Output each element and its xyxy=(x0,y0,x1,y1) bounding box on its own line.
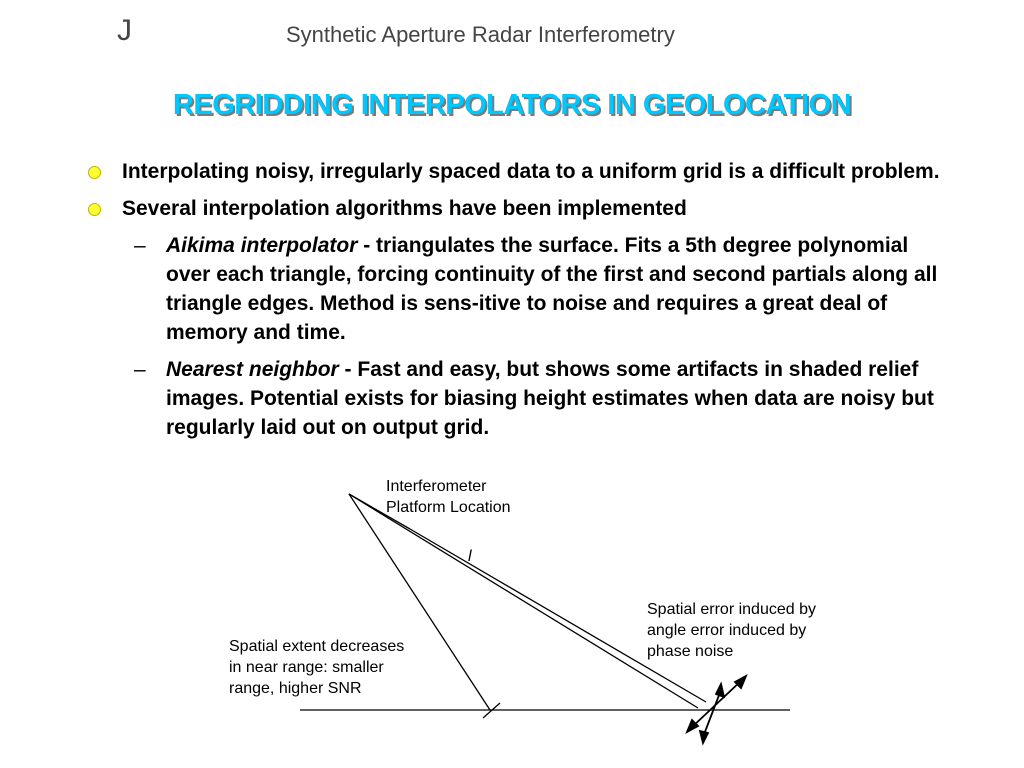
baseline-label: l xyxy=(468,548,472,565)
arrowhead-icon xyxy=(716,684,724,697)
bullet-text: Several interpolation algorithms have been implemented xyxy=(122,197,687,220)
far-range-label-line: phase noise xyxy=(647,643,734,660)
near-range-label-line: in near range: smaller xyxy=(229,659,384,676)
near-range-label xyxy=(229,636,404,699)
sub-bullet-text: - triangulates the surface. Fits a 5th degree polynomial over each triangle, forcing continuity of the first and second partials along all triangle edges. Method is sens-itive to noise and requires a great deal of memory and time. xyxy=(166,234,938,344)
far-range-label-line: Spatial error induced by xyxy=(647,601,816,618)
dash-icon: – xyxy=(134,234,146,257)
header-title: Synthetic Aperture Radar Interferometry xyxy=(286,22,675,47)
platform-label-line: Interferometer xyxy=(386,478,487,495)
far-range-label-line: angle error induced by xyxy=(647,622,807,639)
near-range-label-line: Spatial extent decreases xyxy=(229,638,405,655)
near-range-label-line: range, higher SNR xyxy=(229,680,362,697)
error-arrow-2 xyxy=(691,680,742,728)
dash-icon: – xyxy=(134,358,146,381)
sub-bullet-text: - Fast and easy, but shows some artifacts in shaded relief images. Potential exists for biasing height estimates when data are noisy but regularly laid out on output grid. xyxy=(166,358,934,439)
logo: J xyxy=(117,14,132,47)
platform-label-line: Platform Location xyxy=(386,499,511,516)
bullet-text: Interpolating noisy, irregularly spaced data to a uniform grid is a difficult problem. xyxy=(122,160,940,183)
far-range-label xyxy=(647,599,816,662)
slide-title: REGRIDDING INTERPOLATORS IN GEOLOCATION xyxy=(172,89,852,121)
sub-bullet-term: Aikima interpolator xyxy=(166,234,358,257)
sub-bullet-term: Nearest neighbor xyxy=(166,358,339,381)
platform-label xyxy=(386,476,511,518)
arrowhead-icon xyxy=(700,731,708,743)
